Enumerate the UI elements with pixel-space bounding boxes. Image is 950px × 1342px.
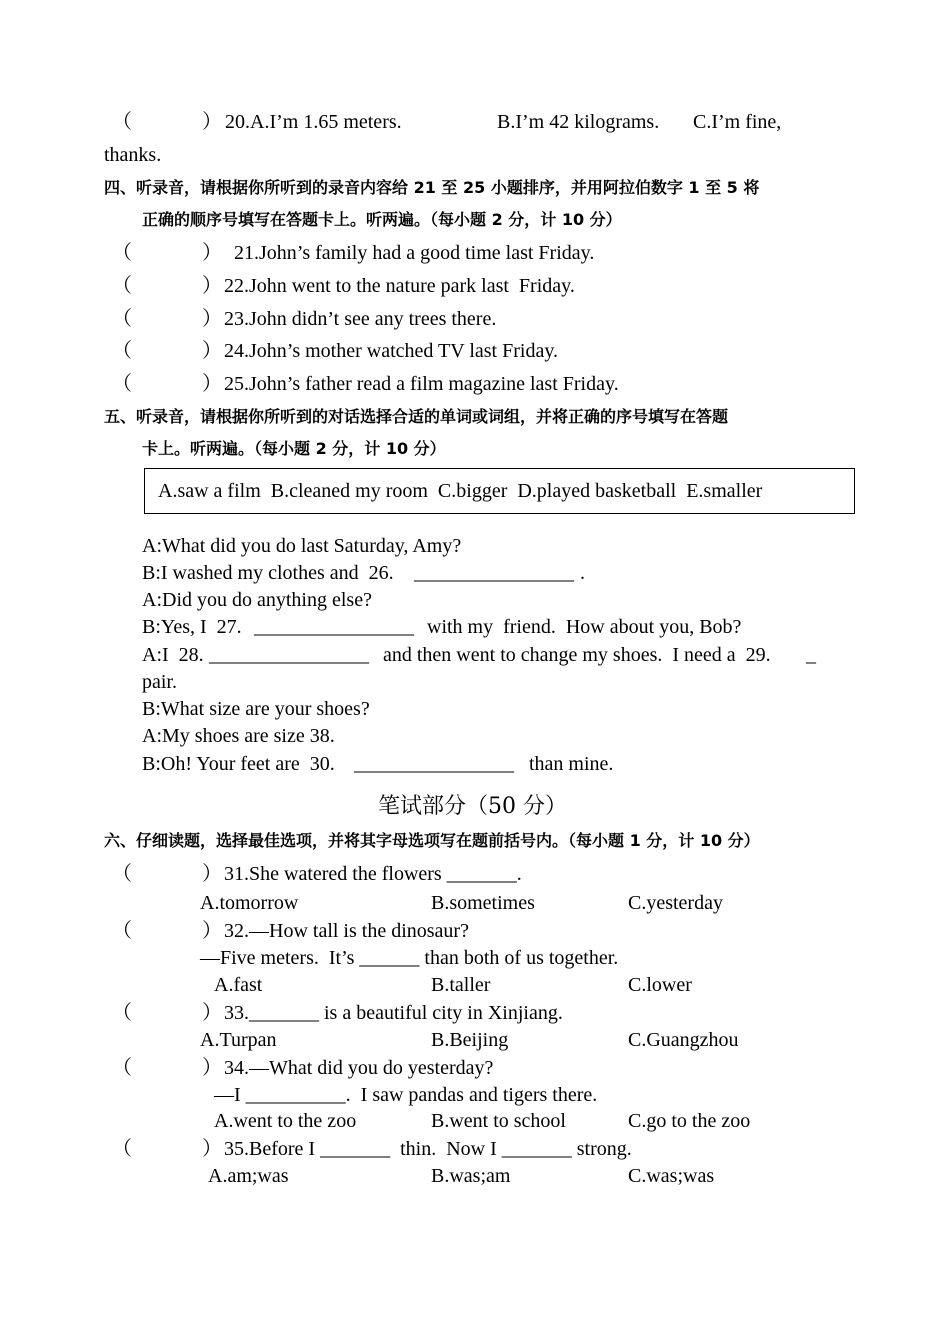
- sec4-item-24: 24.John’s mother watched TV last Friday.: [224, 340, 559, 362]
- q34-stem: 34.—What did you do yesterday?: [224, 1057, 494, 1079]
- q20-option-c-cont: thanks.: [104, 144, 162, 166]
- sec4-item-25: 25.John’s father read a film magazine last Friday.: [224, 373, 619, 395]
- dialogue-line: pair.: [142, 671, 177, 693]
- section5-heading-line1: 五、听录音，请根据你所听到的对话选择合适的单词或词组，并将正确的序号填写在答题: [104, 407, 729, 426]
- written-section-title: 笔试部分（50 分）: [378, 794, 567, 819]
- word-bank-options: A.saw a film B.cleaned my room C.bigger D.played basketball E.smaller: [158, 480, 763, 502]
- q35-option-a: A.am;was: [208, 1165, 289, 1187]
- section4-heading-line1: 四、听录音，请根据你所听到的录音内容给 21 至 25 小题排序，并用阿拉伯数字 1 至 5 将: [104, 178, 760, 197]
- dialogue-line-end: and then went to change my shoes. I need a 29.: [383, 644, 771, 666]
- answer-paren-open: （: [112, 1002, 132, 1024]
- q32-option-c: C.lower: [628, 974, 692, 996]
- q34-option-c: C.go to the zoo: [628, 1110, 751, 1132]
- sec4-item-21: 21.John’s family had a good time last Friday.: [234, 242, 595, 264]
- answer-paren-close: ）: [202, 308, 222, 330]
- answer-paren-open: （: [112, 111, 132, 133]
- q33-option-b: B.Beijing: [431, 1029, 509, 1051]
- blank-29[interactable]: _: [806, 644, 816, 666]
- q33-option-a: A.Turpan: [200, 1029, 277, 1051]
- answer-paren-open: （: [112, 242, 132, 264]
- answer-paren-open: （: [112, 1138, 132, 1160]
- dialogue-line-end: .: [580, 562, 585, 584]
- answer-paren-close: ）: [202, 340, 222, 362]
- q33-option-c: C.Guangzhou: [628, 1029, 739, 1051]
- q33-stem: 33._______ is a beautiful city in Xinjiang.: [224, 1002, 563, 1024]
- sec4-item-23: 23.John didn’t see any trees there.: [224, 308, 497, 330]
- q31-stem: 31.She watered the flowers _______.: [224, 863, 522, 885]
- q20-option-c: C.I’m fine,: [693, 111, 782, 133]
- dialogue-line: A:What did you do last Saturday, Amy?: [142, 535, 462, 557]
- q31-option-a: A.tomorrow: [200, 892, 299, 914]
- dialogue-line: B:Yes, I 27.: [142, 616, 242, 638]
- blank-28[interactable]: ________________: [209, 644, 369, 666]
- q32-stem-line2: —Five meters. It’s ______ than both of us together.: [200, 947, 619, 969]
- dialogue-line-end: than mine.: [529, 753, 614, 775]
- dialogue-line: A:Did you do anything else?: [142, 589, 372, 611]
- answer-paren-open: （: [112, 340, 132, 362]
- answer-paren-close: ）: [202, 1002, 222, 1024]
- dialogue-line: B:I washed my clothes and 26.: [142, 562, 394, 584]
- dialogue-line: A:My shoes are size 38.: [142, 725, 335, 747]
- q32-stem: 32.—How tall is the dinosaur?: [224, 920, 469, 942]
- q35-option-c: C.was;was: [628, 1165, 715, 1187]
- q35-stem: 35.Before I _______ thin. Now I _______ strong.: [224, 1138, 632, 1160]
- answer-paren-close: ）: [202, 1057, 222, 1079]
- dialogue-line: B:What size are your shoes?: [142, 698, 370, 720]
- q20-option-b: B.I’m 42 kilograms.: [497, 111, 660, 133]
- answer-paren-open: （: [112, 863, 132, 885]
- dialogue-line-end: with my friend. How about you, Bob?: [427, 616, 742, 638]
- answer-paren-open: （: [112, 373, 132, 395]
- answer-paren-close: ）: [202, 111, 222, 133]
- blank-30[interactable]: ________________: [354, 753, 514, 775]
- answer-paren-close: ）: [202, 863, 222, 885]
- dialogue-line: B:Oh! Your feet are 30.: [142, 753, 335, 775]
- section6-heading: 六、仔细读题，选择最佳选项，并将其字母选项写在题前括号内。（每小题 1 分，计 10 分）: [104, 831, 760, 850]
- answer-paren-open: （: [112, 920, 132, 942]
- q32-option-b: B.taller: [431, 974, 491, 996]
- answer-paren-close: ）: [202, 275, 222, 297]
- q31-option-c: C.yesterday: [628, 892, 723, 914]
- answer-paren-open: （: [112, 308, 132, 330]
- answer-paren-open: （: [112, 1057, 132, 1079]
- answer-paren-close: ）: [202, 1138, 222, 1160]
- q31-option-b: B.sometimes: [431, 892, 535, 914]
- blank-27[interactable]: ________________: [254, 616, 414, 638]
- dialogue-line: A:I 28.: [142, 644, 204, 666]
- q35-option-b: B.was;am: [431, 1165, 511, 1187]
- sec4-item-22: 22.John went to the nature park last Friday.: [224, 275, 575, 297]
- answer-paren-close: ）: [202, 242, 222, 264]
- q34-option-b: B.went to school: [431, 1110, 566, 1132]
- blank-26[interactable]: ________________: [414, 562, 574, 584]
- section5-heading-line2: 卡上。听两遍。（每小题 2 分，计 10 分）: [142, 439, 446, 458]
- section4-heading-line2: 正确的顺序号填写在答题卡上。听两遍。（每小题 2 分，计 10 分）: [142, 210, 622, 229]
- q34-option-a: A.went to the zoo: [214, 1110, 357, 1132]
- answer-paren-open: （: [112, 275, 132, 297]
- answer-paren-close: ）: [202, 373, 222, 395]
- q20-option-a: 20.A.I’m 1.65 meters.: [225, 111, 402, 133]
- q34-stem-line2: —I __________. I saw pandas and tigers there.: [214, 1084, 598, 1106]
- q32-option-a: A.fast: [214, 974, 263, 996]
- answer-paren-close: ）: [202, 920, 222, 942]
